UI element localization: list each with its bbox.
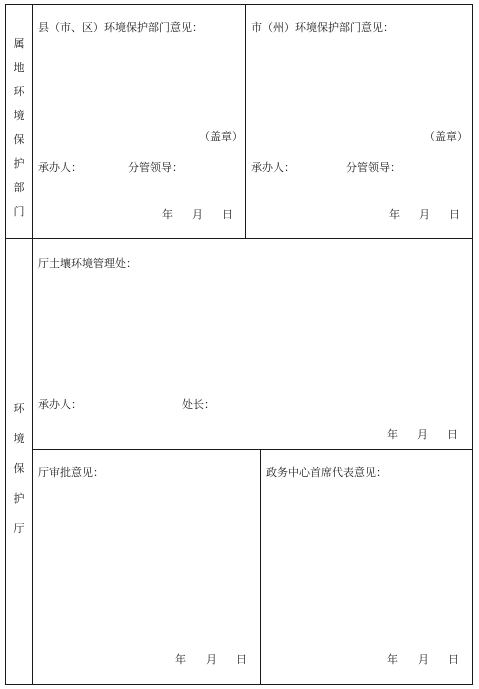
- label-char: 保: [13, 133, 25, 146]
- divider-local-department: [5, 238, 473, 239]
- soil-date-month: 月: [417, 428, 428, 441]
- label-char: 境: [13, 432, 25, 445]
- county-seal-label: （盖章）: [199, 130, 243, 143]
- label-char: 护: [13, 492, 25, 505]
- label-char: 环: [13, 85, 25, 98]
- label-char: 厅: [13, 522, 25, 535]
- county-date-year: 年: [162, 208, 173, 221]
- top-border: [5, 4, 473, 5]
- divider-approval-center: [260, 449, 261, 685]
- center-opinion-title: 政务中心首席代表意见：: [266, 466, 387, 479]
- soil-chief-label: 处长：: [182, 398, 215, 411]
- soil-date-day: 日: [447, 428, 458, 441]
- approval-date-day: 日: [236, 653, 247, 666]
- city-date-day: 日: [449, 208, 460, 221]
- soil-handler-label: 承办人：: [38, 398, 82, 411]
- label-char: 地: [13, 61, 25, 74]
- city-handler-label: 承办人：: [251, 161, 295, 174]
- bottom-border: [5, 684, 473, 685]
- county-handler-label: 承办人：: [38, 161, 82, 174]
- divider-county-city: [245, 4, 246, 238]
- city-opinion-title: 市（州）环境保护部门意见：: [251, 21, 394, 34]
- divider-soil-approval: [32, 449, 473, 450]
- county-date-day: 日: [222, 208, 233, 221]
- soil-office-title: 厅土壤环境管理处：: [38, 257, 137, 270]
- approval-date-month: 月: [206, 653, 217, 666]
- label-char: 门: [13, 205, 25, 218]
- label-char: 环: [13, 402, 25, 415]
- approval-date-year: 年: [175, 653, 186, 666]
- city-date-month: 月: [419, 208, 430, 221]
- center-date-day: 日: [448, 653, 459, 666]
- local-department-label: [12, 35, 26, 227]
- label-column-divider: [32, 4, 33, 685]
- label-char: 境: [13, 109, 25, 122]
- label-char: 保: [13, 462, 25, 475]
- label-char: 护: [13, 157, 25, 170]
- label-char: 属: [13, 37, 25, 50]
- left-border: [5, 4, 6, 685]
- soil-date-year: 年: [387, 428, 398, 441]
- city-leader-label: 分管领导：: [346, 161, 401, 174]
- center-date-month: 月: [418, 653, 429, 666]
- approval-opinion-title: 厅审批意见：: [38, 466, 104, 479]
- city-date-year: 年: [389, 208, 400, 221]
- right-border: [472, 4, 473, 685]
- label-char: 部: [13, 181, 25, 194]
- center-date-year: 年: [387, 653, 398, 666]
- county-leader-label: 分管领导：: [128, 161, 183, 174]
- county-date-month: 月: [192, 208, 203, 221]
- city-seal-label: （盖章）: [424, 130, 468, 143]
- department-label: [12, 400, 26, 550]
- county-opinion-title: 县（市、区）环境保护部门意见：: [38, 21, 203, 34]
